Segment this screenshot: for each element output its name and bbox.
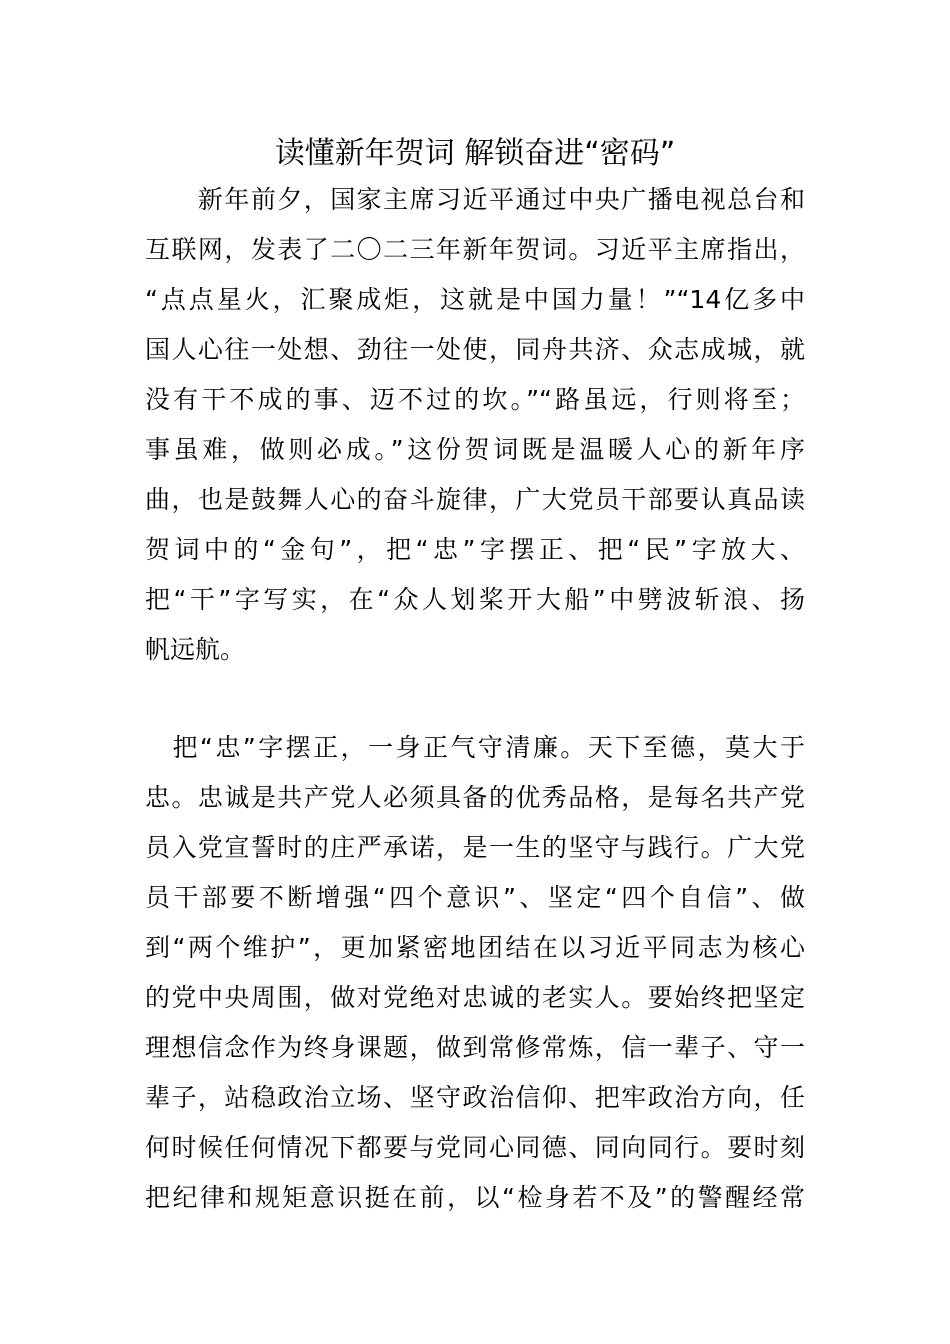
document-title: 读懂新年贺词 解锁奋进“密码” xyxy=(274,136,676,171)
paragraph-line: 把“忠”字摆正，一身正气守清廉。天下至德，莫大于 xyxy=(145,733,805,762)
paragraph-line: 辈子，站稳政治立场、坚守政治信仰、把牢政治方向，任 xyxy=(145,1083,805,1112)
paragraph-line: “点点星火，汇聚成炬，这就是中国力量！”“14亿多中 xyxy=(145,285,805,314)
paragraph-line: 把纪律和规矩意识挺在前，以“检身若不及”的警醒经常 xyxy=(145,1183,805,1212)
paragraph-line: 事虽难，做则必成。”这份贺词既是温暖人心的新年序 xyxy=(145,435,805,464)
paragraph-intro xyxy=(145,175,805,675)
paragraph-line: 的党中央周围，做对党绝对忠诚的老实人。要始终把坚定 xyxy=(145,983,805,1012)
paragraph-line: 帆远航。 xyxy=(145,635,246,664)
paragraph-loyalty xyxy=(145,723,805,1223)
paragraph-line: 到“两个维护”，更加紧密地团结在以习近平同志为核心 xyxy=(145,933,805,962)
paragraph-line: 没有干不成的事、迈不过的坎。”“路虽远，行则将至； xyxy=(145,385,805,414)
paragraph-line: 忠。忠诚是共产党人必须具备的优秀品格，是每名共产党 xyxy=(145,783,805,812)
paragraph-line: 把“干”字写实，在“众人划桨开大船”中劈波斩浪、扬 xyxy=(145,585,805,614)
paragraph-line: 理想信念作为终身课题，做到常修常炼，信一辈子、守一 xyxy=(145,1033,805,1062)
paragraph-line: 员入党宣誓时的庄严承诺，是一生的坚守与践行。广大党 xyxy=(145,833,805,862)
paragraph-line: 何时候任何情况下都要与党同心同德、同向同行。要时刻 xyxy=(145,1133,805,1162)
paragraph-line: 曲，也是鼓舞人心的奋斗旋律，广大党员干部要认真品读 xyxy=(145,485,805,514)
paragraph-line: 新年前夕，国家主席习近平通过中央广播电视总台和 xyxy=(145,185,805,214)
paragraph-line: 员干部要不断增强“四个意识”、坚定“四个自信”、做 xyxy=(145,883,805,912)
paragraph-line: 国人心往一处想、劲往一处使，同舟共济、众志成城，就 xyxy=(145,335,805,364)
paragraph-line: 贺词中的“金句”，把“忠”字摆正、把“民”字放大、 xyxy=(145,535,805,564)
paragraph-line: 互联网，发表了二〇二三年新年贺词。习近平主席指出， xyxy=(145,235,805,264)
